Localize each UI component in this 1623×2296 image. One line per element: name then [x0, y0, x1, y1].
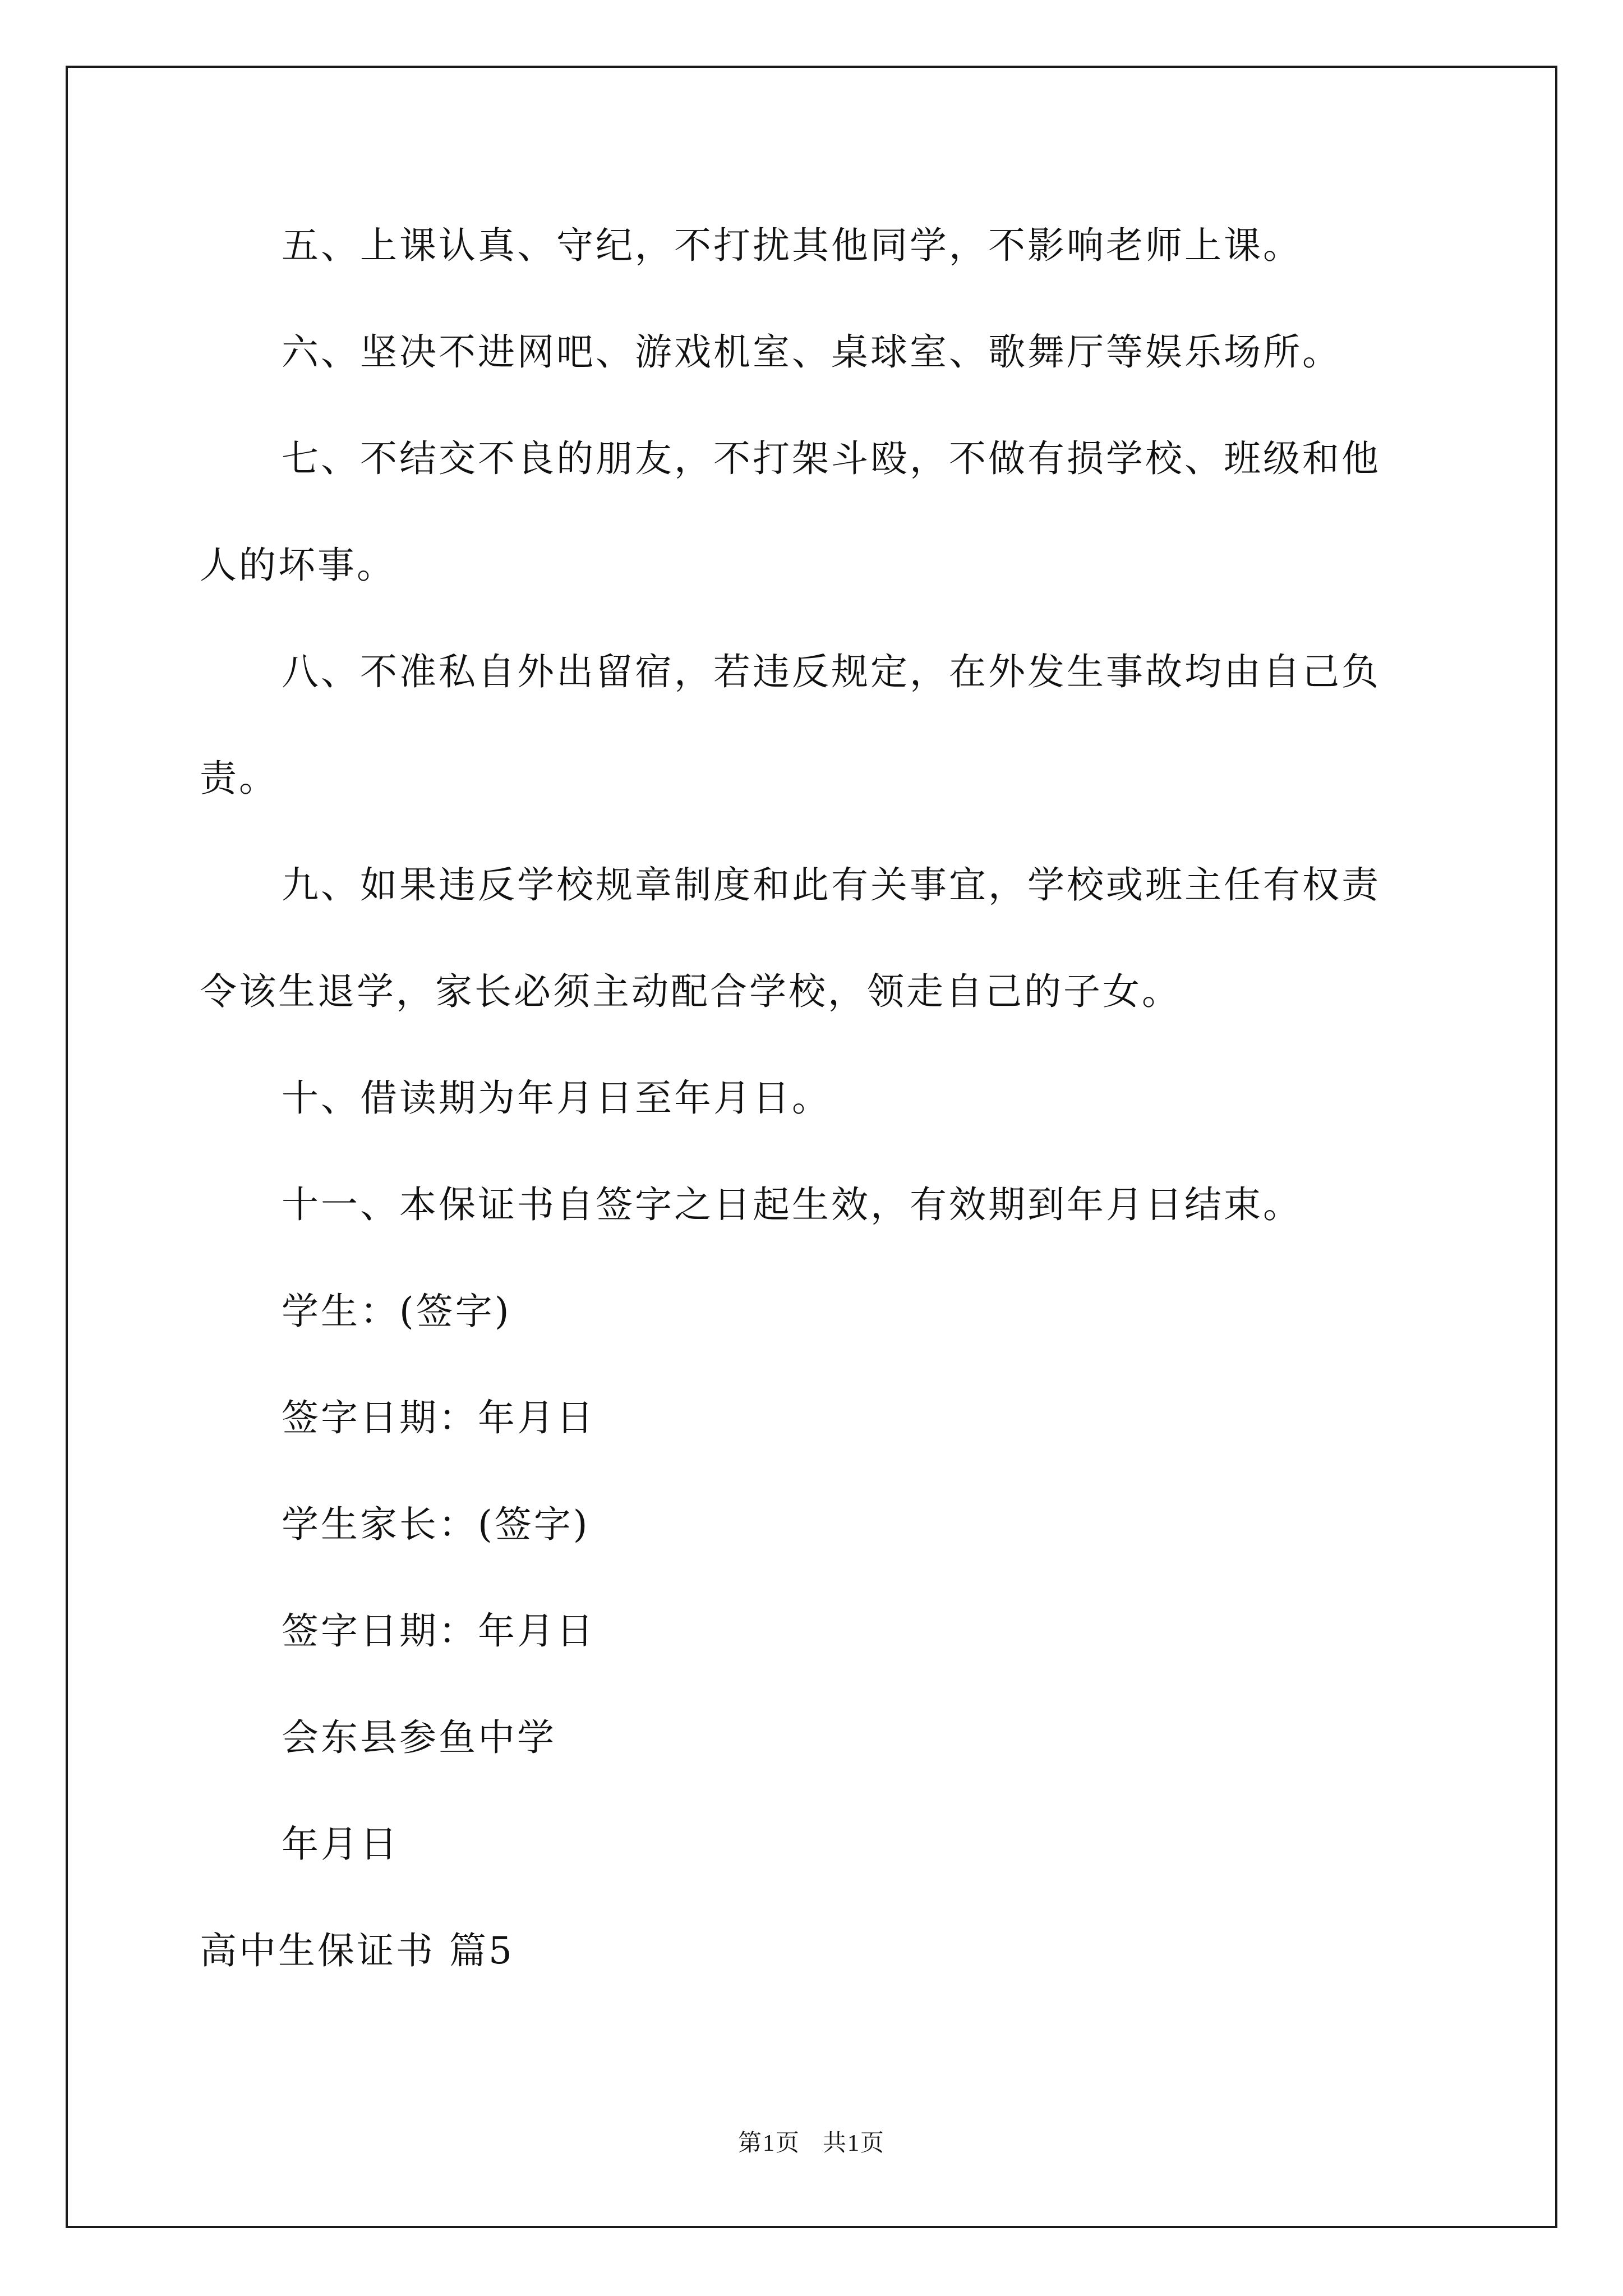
paragraph-10 — [200, 1071, 1422, 1125]
paragraph-line: 签字日期：年月日 — [282, 1396, 596, 1439]
page-total: 共1页 — [823, 2131, 886, 2156]
parent-sign-date — [200, 1604, 1422, 1658]
page-footer — [0, 2129, 1623, 2157]
paragraph-line: 八、不准私自外出留宿，若违反规定，在外发生事故均由自己负 — [282, 650, 1381, 693]
paragraph-line: 学生家长：(签字) — [282, 1503, 590, 1546]
school-name — [200, 1711, 1422, 1764]
document-body — [200, 219, 1422, 1977]
paragraph-line: 六、坚决不进网吧、游戏机室、桌球室、歌舞厅等娱乐场所。 — [282, 330, 1341, 374]
student-signature — [200, 1285, 1422, 1338]
paragraph-line: 年月日 — [282, 1823, 399, 1866]
parent-signature — [200, 1498, 1422, 1551]
paragraph-line: 七、不结交不良的朋友，不打架斗殴，不做有损学校、班级和他 — [282, 437, 1381, 480]
paragraph-line: 令该生退学，家长必须主动配合学校，领走自己的子女。 — [200, 970, 1181, 1013]
paragraph-8 — [200, 645, 1422, 805]
paragraph-11 — [200, 1178, 1422, 1231]
paragraph-line: 责。 — [200, 757, 278, 800]
paragraph-line: 会东县参鱼中学 — [282, 1716, 556, 1759]
paragraph-9 — [200, 858, 1422, 1018]
document-date — [200, 1818, 1422, 1871]
paragraph-line: 十一、本保证书自签字之日起生效，有效期到年月日结束。 — [282, 1183, 1302, 1226]
paragraph-line: 人的坏事。 — [200, 544, 396, 587]
paragraph-5 — [200, 219, 1422, 272]
page-number: 第1页 — [737, 2131, 800, 2156]
student-sign-date — [200, 1391, 1422, 1444]
paragraph-line: 十、借读期为年月日至年月日。 — [282, 1076, 831, 1120]
paragraph-7 — [200, 432, 1422, 592]
paragraph-6 — [200, 325, 1422, 379]
paragraph-line: 签字日期：年月日 — [282, 1609, 596, 1653]
section-heading: 高中生保证书 篇5 — [200, 1929, 514, 1972]
paragraph-line: 学生：(签字) — [282, 1290, 511, 1333]
paragraph-line: 九、如果违反学校规章制度和此有关事宜，学校或班主任有权责 — [282, 863, 1381, 907]
paragraph-line: 五、上课认真、守纪，不打扰其他同学，不影响老师上课。 — [282, 224, 1302, 267]
